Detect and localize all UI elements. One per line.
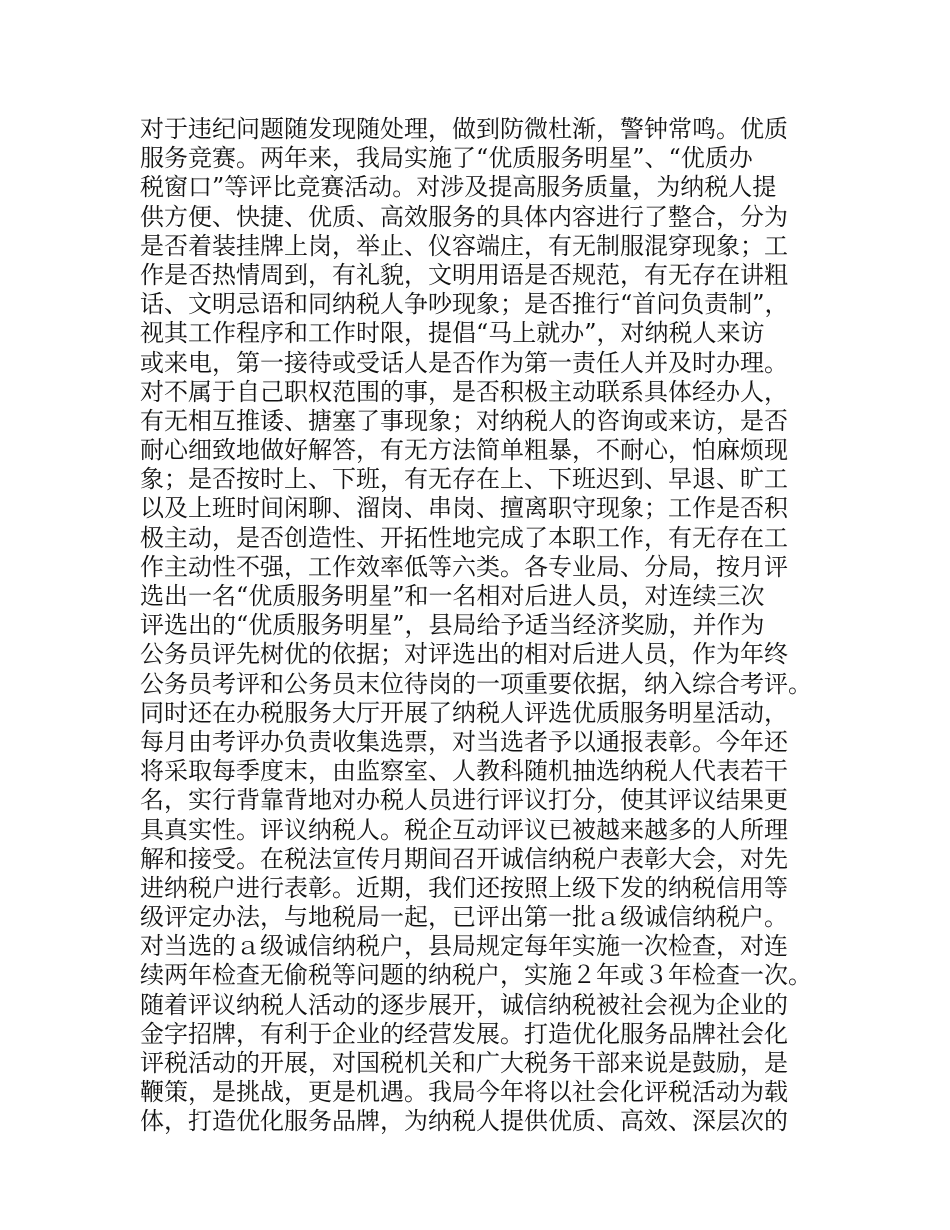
text-line: 极主动，是否创造性、开拓性地完成了本职工作，有无存在工 <box>140 523 788 552</box>
text-line: 供方便、快捷、优质、高效服务的具体内容进行了整合，分为 <box>140 202 788 231</box>
text-line: 有无相互推诿、搪塞了事现象；对纳税人的咨询或来访，是否 <box>140 406 788 435</box>
text-line: 作是否热情周到，有礼貌，文明用语是否规范，有无存在讲粗 <box>140 260 788 289</box>
text-line: 选出一名“优质服务明星”和一名相对后进人员，对连续三次 <box>140 582 765 610</box>
text-line: 对不属于自己职权范围的事，是否积极主动联系具体经办人， <box>140 377 788 406</box>
text-line: 公务员考评和公务员末位待岗的一项重要依据，纳入综合考评。 <box>140 669 812 698</box>
text-line: 耐心细致地做好解答，有无方法简单粗暴，不耐心，怕麻烦现 <box>140 436 788 465</box>
text-line: 级评定办法，与地税局一起，已评出第一批ａ级诚信纳税户。 <box>140 903 788 932</box>
text-line: 视其工作程序和工作时限，提倡“马上就办”，对纳税人来访 <box>140 319 765 348</box>
text-line: 每月由考评办负责收集选票，对当选者予以通报表彰。今年还 <box>140 727 788 756</box>
text-line: 将采取每季度末，由监察室、人教科随机抽选纳税人代表若干 <box>140 757 788 786</box>
text-line: 具真实性。评议纳税人。税企互动评议已被越来越多的人所理 <box>140 815 788 844</box>
text-line: 评选出的“优质服务明星”，县局给予适当经济奖励，并作为 <box>140 611 765 640</box>
text-line: 或来电，第一接待或受话人是否作为第一责任人并及时办理。 <box>140 348 788 377</box>
text-line: 对当选的ａ级诚信纳税户，县局规定每年实施一次检查，对连 <box>140 932 788 961</box>
text-line: 是否着装挂牌上岗，举止、仪容端庄，有无制服混穿现象；工 <box>140 231 788 260</box>
text-line: 税窗口”等评比竞赛活动。对涉及提高服务质量，为纳税人提 <box>140 173 777 202</box>
text-line: 象；是否按时上、下班，有无存在上、下班迟到、早退、旷工 <box>140 465 788 494</box>
text-line: 作主动性不强，工作效率低等六类。各专业局、分局，按月评 <box>140 552 788 581</box>
body-paragraph <box>140 115 830 1137</box>
text-line: 公务员评先树优的依据；对评选出的相对后进人员，作为年终 <box>140 640 788 669</box>
text-line: 以及上班时间闲聊、溜岗、串岗、擅离职守现象；工作是否积 <box>140 494 788 523</box>
text-line: 进纳税户进行表彰。近期，我们还按照上级下发的纳税信用等 <box>140 873 788 902</box>
text-line: 名，实行背靠背地对办税人员进行评议打分，使其评议结果更 <box>140 786 788 815</box>
text-line: 金字招牌，有利于企业的经营发展。打造优化服务品牌社会化 <box>140 1019 788 1048</box>
text-line: 评税活动的开展，对国税机关和广大税务干部来说是鼓励，是 <box>140 1049 788 1077</box>
text-line: 鞭策，是挑战，更是机遇。我局今年将以社会化评税活动为载 <box>140 1078 788 1107</box>
text-line: 服务竞赛。两年来，我局实施了“优质服务明星”、“优质办 <box>140 144 753 173</box>
text-line: 体，打造优化服务品牌，为纳税人提供优质、高效、深层次的 <box>140 1107 788 1136</box>
text-line: 话、文明忌语和同纳税人争吵现象；是否推行“首问负责制”， <box>140 290 789 319</box>
text-line: 同时还在办税服务大厅开展了纳税人评选优质服务明星活动， <box>140 698 788 727</box>
text-line: 续两年检查无偷税等问题的纳税户，实施２年或３年检查一次。 <box>140 961 812 990</box>
text-line: 解和接受。在税法宣传月期间召开诚信纳税户表彰大会，对先 <box>140 844 788 873</box>
text-line: 随着评议纳税人活动的逐步展开，诚信纳税被社会视为企业的 <box>140 990 788 1019</box>
text-line: 对于违纪问题随发现随处理，做到防微杜渐，警钟常鸣。优质 <box>140 115 788 143</box>
